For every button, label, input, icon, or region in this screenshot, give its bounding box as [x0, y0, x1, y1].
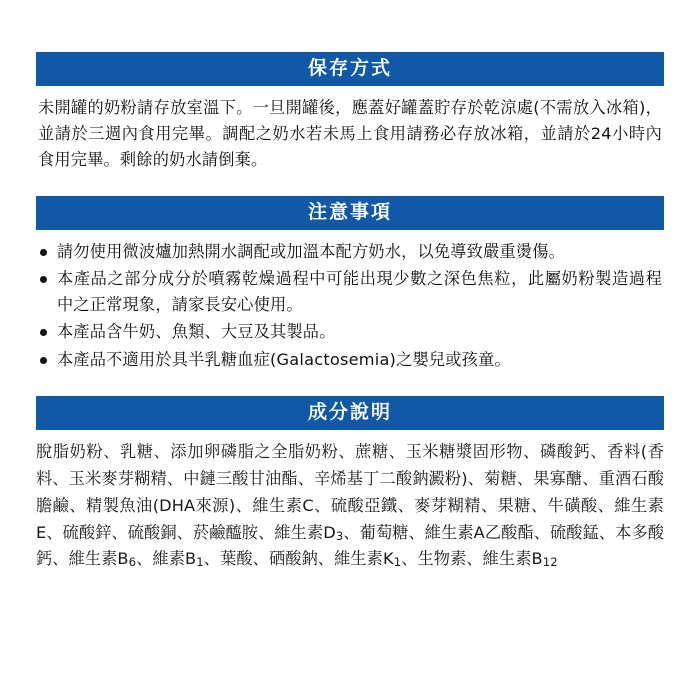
storage-paragraph: 未開罐的奶粉請存放室溫下。一旦開罐後，應蓋好罐蓋貯存於乾涼處(不需放入冰箱)，並請於三週內食用完畢。調配之奶水若未馬上食用請務必存放冰箱，並請於24小時內食用完畢。剩餘的奶水請倒棄。 — [38, 98, 662, 170]
ingredients-subscript: 1 — [196, 555, 204, 570]
section-cautions — [36, 196, 664, 374]
section-title-cautions: 注意事項 — [36, 196, 664, 230]
ingredients-line: 生素D — [290, 522, 336, 542]
ingredients-line: 鈣、香料(香料、玉米麥芽糊精、中鏈三酸甘油酯、辛烯基丁二酸鈉澱粉)、 — [36, 441, 664, 488]
bullet-dot-icon — [40, 329, 47, 336]
ingredients-subscript: 1 — [393, 555, 402, 570]
section-storage — [36, 52, 664, 174]
list-item — [38, 266, 662, 318]
section-body-storage — [36, 86, 664, 174]
list-item — [38, 239, 662, 265]
caution-text: 本產品不適用於具半乳糖血症(Galactosemia)之嬰兒或孩童。 — [57, 349, 511, 369]
bullet-dot-icon — [40, 276, 47, 283]
ingredients-line: 、葉酸、硒酸鈉、維生素K — [203, 549, 394, 569]
section-title-storage: 保存方式 — [36, 52, 664, 86]
section-title-ingredients: 成分說明 — [36, 396, 664, 430]
list-item — [38, 347, 662, 373]
caution-text: 本產品之部分成分於噴霧乾燥過程中可能出現少數之深色焦粒，此屬奶粉製造過程中之正常現象，請家長安心使用。 — [57, 268, 662, 315]
ingredients-line: 脫脂奶粉、乳糖、添加卵磷脂之全脂奶粉、蔗糖、玉米糖漿固形物、磷酸 — [36, 441, 574, 461]
bullet-dot-icon — [40, 357, 47, 364]
ingredients-line: 、葡萄糖、維生素A乙酸酯、硫酸錳、本多酸鈣、維生素B — [36, 522, 665, 569]
ingredients-line: 、維 — [136, 549, 169, 569]
section-ingredients — [36, 396, 664, 573]
caution-text: 本產品含牛奶、魚類、大豆及其製品。 — [57, 322, 336, 342]
cautions-list — [38, 239, 662, 373]
list-item — [38, 319, 662, 345]
ingredients-line: 鐵、麥芽糊精、果糖、牛磺酸、維生素E、硫酸鋅、硫酸銅、菸鹼醯胺、維 — [36, 495, 664, 542]
ingredients-subscript: 12 — [542, 555, 558, 570]
caution-text: 請勿使用微波爐加熱開水調配或加溫本配方奶水，以免導致嚴重燙傷。 — [57, 241, 566, 261]
ingredients-line: 、生物素、維生素B — [401, 549, 543, 569]
ingredients-subscript: 6 — [128, 555, 137, 570]
section-body-cautions — [36, 230, 664, 373]
ingredients-subscript: 3 — [335, 528, 344, 543]
bullet-dot-icon — [40, 249, 47, 256]
ingredients-line: 菊糖、果寡醣、重酒石酸膽鹼、精製魚油(DHA來源)、維生素C、硫酸亞 — [36, 468, 664, 515]
ingredients-line: 素B — [168, 549, 197, 569]
ingredients-body — [36, 430, 664, 573]
